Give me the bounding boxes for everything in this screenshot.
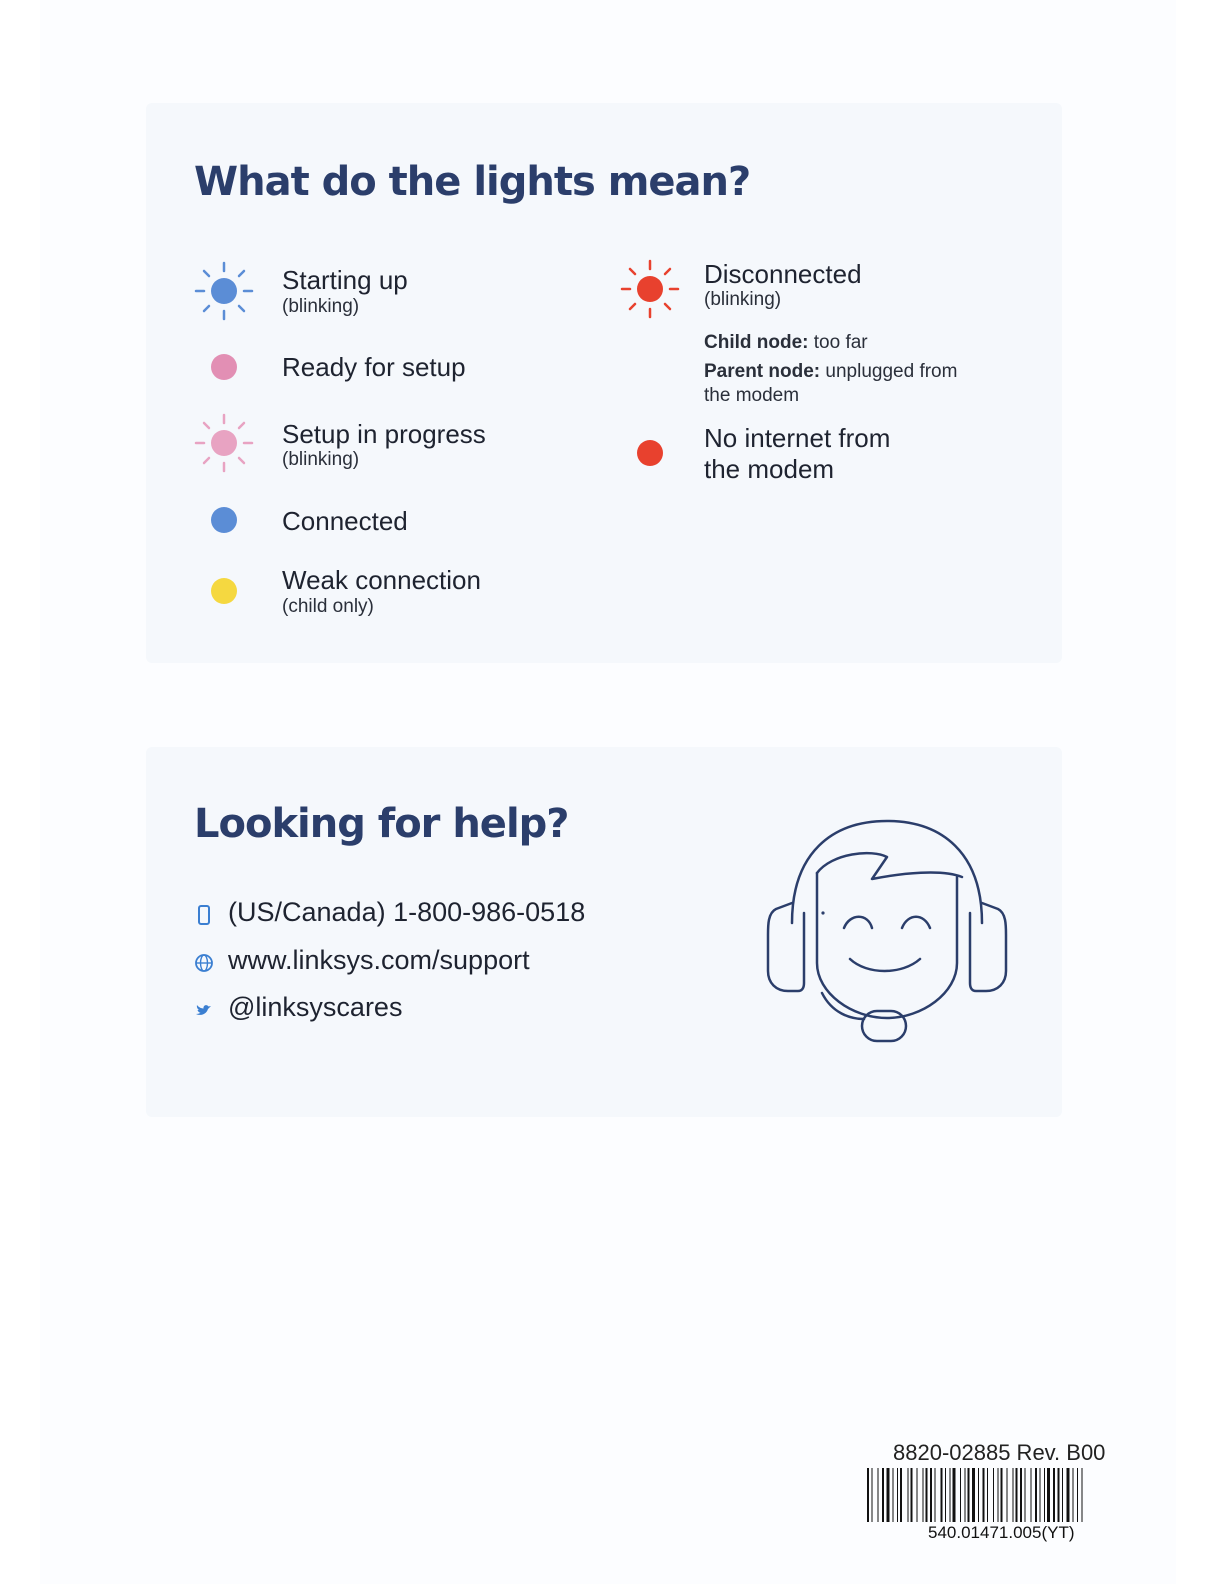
barcode-bar bbox=[953, 1468, 956, 1522]
light-sublabel: (blinking) bbox=[282, 449, 360, 470]
solid-yellow-light-icon bbox=[194, 561, 254, 621]
light-sublabel: (child only) bbox=[282, 596, 374, 617]
barcode-bar bbox=[1020, 1468, 1022, 1522]
barcode-bar bbox=[978, 1468, 979, 1522]
barcode-bar bbox=[878, 1468, 879, 1522]
barcode-bar bbox=[1047, 1468, 1050, 1522]
barcode-bar bbox=[1044, 1468, 1045, 1522]
barcode-bar bbox=[923, 1468, 924, 1522]
child-node-label: Child node: bbox=[704, 332, 809, 353]
parent-node-text: unplugged from bbox=[825, 361, 958, 382]
barcode-bar bbox=[926, 1468, 928, 1522]
disconnected-parent-note bbox=[704, 360, 957, 408]
barcode-bar bbox=[1016, 1468, 1018, 1522]
light-label-line1: No internet from bbox=[704, 423, 891, 453]
light-label: Ready for setup bbox=[282, 352, 466, 382]
page-right-margin bbox=[1176, 0, 1224, 1584]
barcode-bar bbox=[930, 1468, 932, 1522]
page-left-margin bbox=[0, 0, 40, 1584]
barcode-bar bbox=[911, 1468, 913, 1522]
blinking-red-light-icon bbox=[620, 259, 680, 319]
barcode-bar bbox=[945, 1468, 946, 1522]
barcode-bar bbox=[960, 1468, 961, 1522]
light-label: Connected bbox=[282, 506, 408, 536]
barcode bbox=[867, 1468, 1141, 1522]
solid-pink-light-icon bbox=[194, 337, 254, 397]
blinking-blue-light-icon bbox=[194, 261, 254, 321]
parent-node-label: Parent node: bbox=[704, 361, 821, 382]
barcode-bar bbox=[872, 1468, 873, 1522]
website-link[interactable]: www.linksys.com/support bbox=[228, 945, 530, 975]
parent-node-text-cont: the modem bbox=[704, 385, 800, 406]
barcode-bar bbox=[1082, 1468, 1083, 1522]
barcode-bar bbox=[1058, 1468, 1060, 1522]
child-node-text: too far bbox=[813, 332, 868, 353]
light-label: Starting up bbox=[282, 265, 408, 295]
lights-title: What do the lights mean? bbox=[194, 159, 751, 205]
barcode-bar bbox=[935, 1468, 936, 1522]
blinking-pink-light-icon bbox=[194, 413, 254, 473]
document-id: 8820-02885 Rev. B00 bbox=[893, 1440, 1106, 1465]
barcode-bar bbox=[1040, 1468, 1041, 1522]
barcode-bar bbox=[887, 1468, 890, 1522]
barcode-bar bbox=[983, 1468, 985, 1522]
barcode-bar bbox=[1031, 1468, 1032, 1522]
twitter-handle[interactable]: @linksyscares bbox=[228, 992, 403, 1022]
barcode-bar bbox=[1053, 1468, 1055, 1522]
barcode-bar bbox=[1001, 1468, 1003, 1522]
barcode-bar bbox=[882, 1468, 884, 1522]
lights-panel bbox=[146, 103, 1062, 663]
barcode-bar bbox=[1073, 1468, 1074, 1522]
barcode-bar bbox=[917, 1468, 918, 1522]
barcode-bar bbox=[1035, 1468, 1037, 1522]
support-agent-headset-icon bbox=[762, 813, 1012, 1053]
light-label-line2: the modem bbox=[704, 454, 835, 484]
barcode-bar bbox=[1067, 1468, 1070, 1522]
light-label: Disconnected bbox=[704, 259, 862, 289]
help-panel bbox=[146, 747, 1062, 1117]
light-sublabel: (blinking) bbox=[282, 296, 360, 317]
barcode-bar bbox=[900, 1468, 902, 1522]
barcode-bar bbox=[1077, 1468, 1078, 1522]
barcode-bar bbox=[972, 1468, 975, 1522]
barcode-bar bbox=[908, 1468, 909, 1522]
barcode-bar bbox=[993, 1468, 994, 1522]
light-sublabel: (blinking) bbox=[704, 289, 782, 310]
barcode-bar bbox=[998, 1468, 999, 1522]
barcode-bar bbox=[1062, 1468, 1063, 1522]
barcode-number: 540.01471.005(YT) bbox=[928, 1523, 1075, 1542]
twitter-bird-icon bbox=[194, 1000, 214, 1020]
barcode-bar bbox=[941, 1468, 943, 1522]
barcode-bar bbox=[1013, 1468, 1014, 1522]
phone-number[interactable]: (US/Canada) 1-800-986-0518 bbox=[228, 897, 586, 927]
barcode-bar bbox=[968, 1468, 970, 1522]
solid-blue-light-icon bbox=[194, 490, 254, 550]
help-title: Looking for help? bbox=[194, 801, 569, 847]
light-label: Weak connection bbox=[282, 565, 481, 595]
disconnected-child-note bbox=[704, 331, 868, 355]
light-label: Setup in progress bbox=[282, 419, 486, 449]
solid-red-light-icon bbox=[620, 423, 680, 483]
barcode-bar bbox=[965, 1468, 966, 1522]
barcode-bar bbox=[1007, 1468, 1008, 1522]
barcode-bar bbox=[893, 1468, 894, 1522]
barcode-bar bbox=[950, 1468, 951, 1522]
phone-icon bbox=[194, 905, 214, 925]
barcode-bar bbox=[987, 1468, 988, 1522]
barcode-bar bbox=[867, 1468, 869, 1522]
globe-icon bbox=[194, 953, 214, 973]
barcode-bar bbox=[897, 1468, 898, 1522]
barcode-bar bbox=[1025, 1468, 1026, 1522]
